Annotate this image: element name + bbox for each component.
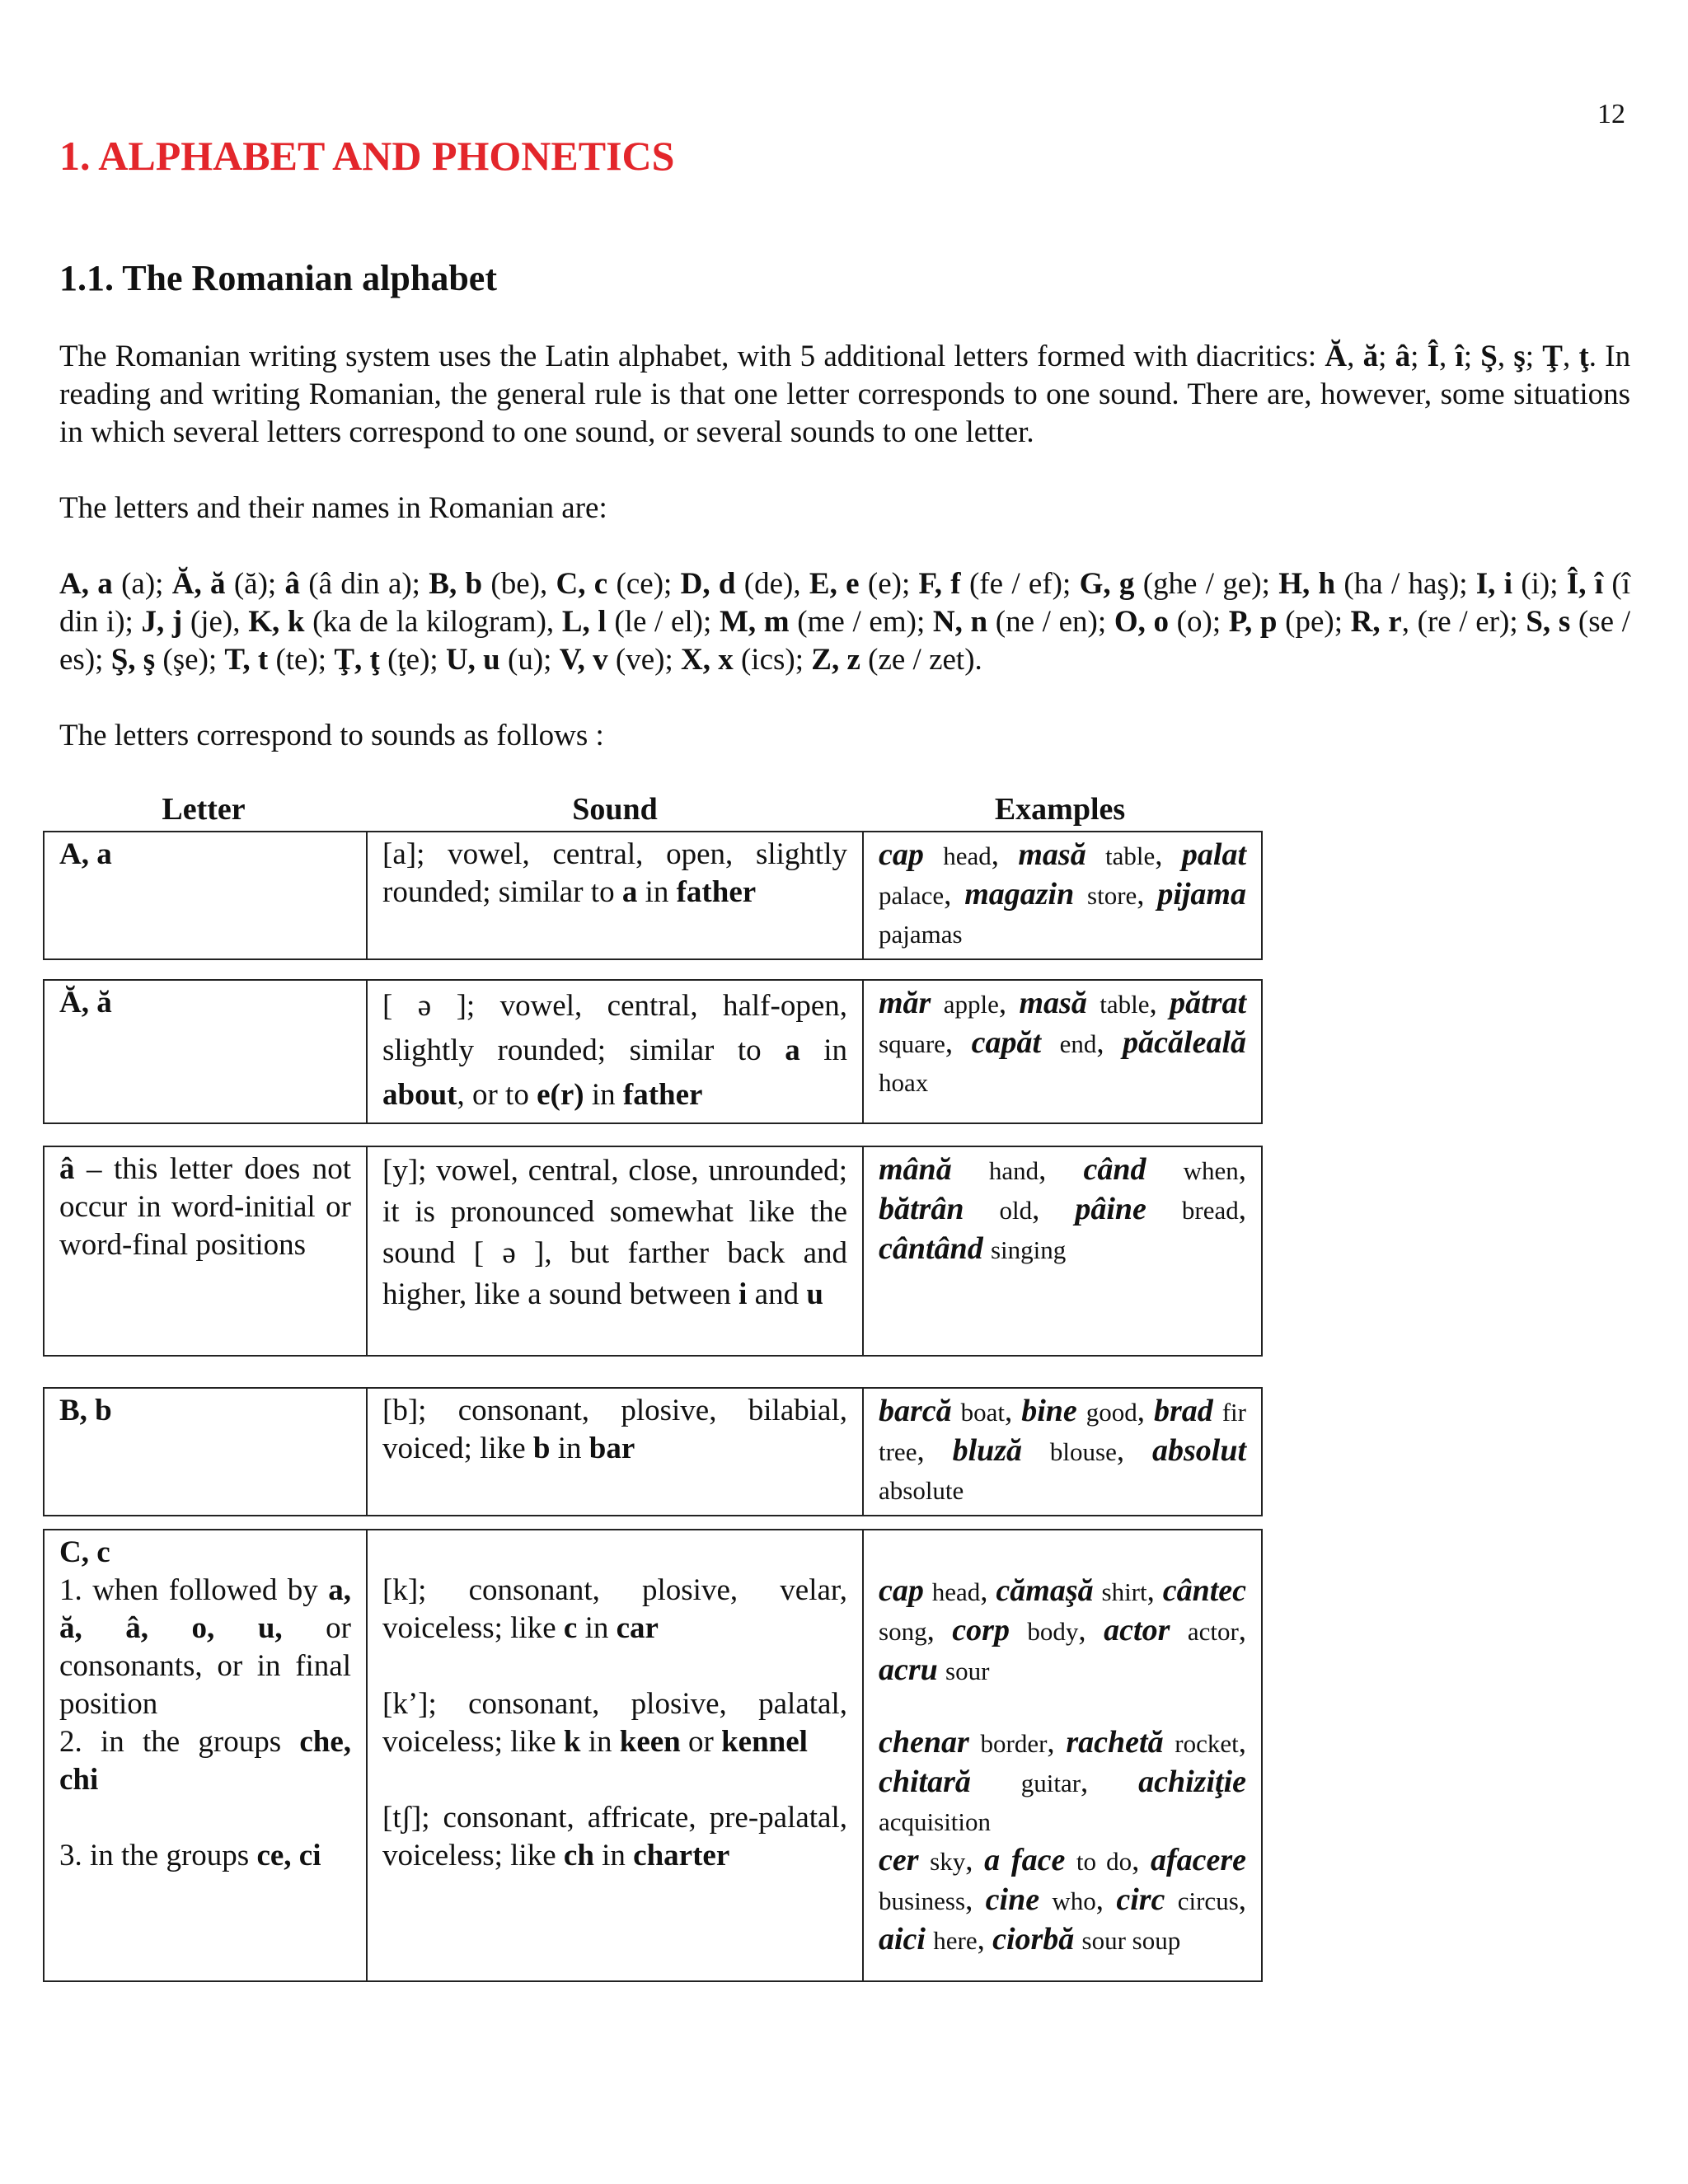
column-header-sound: Sound — [572, 792, 658, 827]
letter-list-name: (pe); — [1277, 605, 1351, 639]
letter-list-letter: A, a — [59, 567, 113, 601]
example-gloss: hoax — [879, 1068, 929, 1097]
letter-list-name: (ka de la kilogram), — [304, 605, 562, 639]
example-word: mână — [879, 1152, 952, 1187]
c-sound-2: [k’]; consonant, plosive, palatal, voiceless; like k in keen or kennel — [382, 1687, 847, 1759]
example-gloss: bread — [1181, 1196, 1239, 1225]
letter-list-letter: L, l — [561, 605, 607, 639]
section-title: 1.1. The Romanian alphabet — [59, 258, 497, 298]
letter-cell: A, a — [44, 832, 367, 959]
letter-list-letter: V, v — [559, 643, 608, 677]
sound-cell: [ ə ]; vowel, central, half-open, slightly rounded; similar to a in about, or to e(r) in father — [367, 980, 863, 1123]
example-gloss: when — [1183, 1156, 1239, 1185]
example-word: palat — [1181, 837, 1247, 872]
example-gloss: pajamas — [879, 920, 963, 949]
row-a-circumflex — [43, 1146, 1263, 1357]
letter-list-letter: Î, î — [1566, 567, 1604, 601]
c-sound-3: [tʃ]; consonant, affricate, pre-palatal, voiceless; like ch in charter — [382, 1801, 847, 1872]
row-a — [43, 831, 1263, 960]
letter-name-list — [59, 565, 1630, 679]
example-word: barcă — [879, 1394, 952, 1428]
row-a-breve — [43, 979, 1263, 1124]
letter-cell: Ă, ă — [44, 980, 367, 1123]
sound-cell — [367, 1530, 863, 1981]
example-gloss: circus — [1177, 1886, 1239, 1915]
letter-list-letter: â — [284, 567, 300, 601]
letter-list-letter: G, g — [1079, 567, 1135, 601]
example-word: pătrat — [1170, 986, 1247, 1020]
letter-list-letter: Ă, ă — [171, 567, 226, 601]
letter-list-letter: B, b — [429, 567, 483, 601]
example-word: masă — [1019, 986, 1087, 1020]
example-word: cine — [985, 1882, 1040, 1917]
example-gloss: head — [931, 1577, 981, 1606]
example-word: afacere — [1151, 1843, 1247, 1877]
example-gloss: song — [879, 1617, 927, 1646]
example-word: pijama — [1157, 877, 1246, 912]
letter-cell: B, b — [44, 1388, 367, 1516]
example-word: păcăleală — [1123, 1025, 1247, 1060]
example-word: bine — [1021, 1394, 1077, 1428]
c-sound-1: [k]; consonant, plosive, velar, voiceless; like c in car — [382, 1573, 847, 1645]
example-gloss: boat — [960, 1398, 1005, 1427]
letter-list-name: (u); — [499, 643, 560, 677]
example-word: circ — [1116, 1882, 1165, 1917]
example-gloss: who — [1052, 1886, 1096, 1915]
example-word: cer — [879, 1843, 919, 1877]
letter-list-letter: E, e — [809, 567, 860, 601]
example-gloss: table — [1100, 990, 1150, 1019]
example-gloss: shirt — [1101, 1577, 1147, 1606]
letter-list-letter: S, s — [1526, 605, 1571, 639]
letter-list-name: (e); — [859, 567, 919, 601]
example-gloss: border — [980, 1729, 1048, 1758]
example-word: cap — [879, 1573, 924, 1608]
row-b — [43, 1387, 1263, 1516]
row-c — [43, 1529, 1263, 1982]
example-gloss: blouse — [1049, 1437, 1117, 1466]
letter-list-name: (ce); — [607, 567, 681, 601]
letter-list-name: (i); — [1512, 567, 1567, 601]
column-header-examples: Examples — [994, 792, 1126, 827]
example-gloss: guitar — [1020, 1769, 1081, 1797]
example-word: când — [1083, 1152, 1146, 1187]
chapter-title: 1. ALPHABET AND PHONETICS — [59, 133, 675, 179]
c-examples-1: cap head, cămaşă shirt, cântec song, corp body, actor actor, acru sour — [879, 1573, 1247, 1687]
letter-list-letter: D, d — [680, 567, 736, 601]
letter-list-letter: P, p — [1228, 605, 1278, 639]
letter-list-name: (ze / zet). — [860, 643, 982, 677]
letter-list-letter: J, j — [141, 605, 183, 639]
example-gloss: palace — [879, 881, 945, 910]
letter-list-name: (de), — [735, 567, 809, 601]
examples-cell — [863, 1530, 1262, 1981]
example-gloss: old — [999, 1196, 1033, 1225]
example-gloss: body — [1027, 1617, 1079, 1646]
example-word: absolut — [1151, 1433, 1247, 1468]
example-word: capăt — [971, 1025, 1042, 1060]
sound-cell: [b]; consonant, plosive, bilabial, voiced; like b in bar — [367, 1388, 863, 1516]
letter-list-name: (ne / en); — [987, 605, 1114, 639]
letter-list-name: (â din a); — [300, 567, 429, 601]
example-word: măr — [879, 986, 931, 1020]
example-gloss: to do — [1076, 1847, 1132, 1876]
letter-list-letter: Ţ, ţ — [334, 643, 380, 677]
letter-list-letter: R, r — [1350, 605, 1402, 639]
letter-list-letter: C, c — [556, 567, 608, 601]
example-gloss: sky — [930, 1847, 966, 1876]
letter-list-name: (ve); — [607, 643, 681, 677]
example-gloss: table — [1105, 841, 1156, 870]
letter-list-letter: X, x — [681, 643, 734, 677]
example-word: cântec — [1162, 1573, 1247, 1608]
c-case-2: 2. in the groups che, chi — [59, 1725, 351, 1797]
example-gloss: store — [1087, 881, 1137, 910]
letter-list-name: (se / es); — [59, 605, 1630, 677]
letter-list-letter: O, o — [1114, 605, 1170, 639]
letter-list-letter: H, h — [1278, 567, 1336, 601]
example-gloss: hand — [988, 1156, 1039, 1185]
example-gloss: absolute — [879, 1476, 964, 1505]
example-word: a face — [984, 1843, 1066, 1877]
example-gloss: here — [933, 1926, 978, 1955]
letter-list-name: (ţe); — [379, 643, 446, 677]
examples-cell: barcă boat, bine good, brad fir tree, bluză blouse, absolut absolute — [863, 1388, 1262, 1516]
example-gloss: head — [943, 841, 992, 870]
example-gloss: business — [879, 1886, 966, 1915]
letter-list-letter: M, m — [719, 605, 790, 639]
example-word: masă — [1018, 837, 1086, 872]
letter-list-letter: K, k — [248, 605, 305, 639]
letter-list-letter: T, t — [224, 643, 269, 677]
example-word: cap — [879, 837, 924, 872]
example-gloss: acquisition — [879, 1807, 992, 1836]
example-gloss: singing — [990, 1235, 1067, 1264]
example-word: magazin — [964, 877, 1075, 912]
example-gloss: apple — [943, 990, 999, 1019]
example-gloss: good — [1085, 1398, 1137, 1427]
letter-list-name: (î din i); — [59, 567, 1630, 639]
example-word: cămaşă — [996, 1573, 1094, 1608]
example-word: achiziţie — [1138, 1765, 1247, 1799]
example-word: cântând — [879, 1231, 983, 1266]
examples-cell: măr apple, masă table, pătrat square, capăt end, păcăleală hoax — [863, 980, 1262, 1123]
letter-list-letter: Z, z — [811, 643, 860, 677]
example-gloss: actor — [1187, 1617, 1239, 1646]
example-word: actor — [1104, 1613, 1170, 1647]
sound-cell: [a]; vowel, central, open, slightly rounded; similar to a in father — [367, 832, 863, 959]
letter-list-name: (je), — [182, 605, 249, 639]
sound-cell: [y]; vowel, central, close, unrounded; it is pronounced somewhat like the sound [ ə ], but farther back and higher, like a sound between i and u — [367, 1146, 863, 1356]
letter-list-letter: I, i — [1475, 567, 1513, 601]
letter-list-name: (a); — [112, 567, 172, 601]
letter-list-letter: Ş, ş — [110, 643, 156, 677]
examples-cell: mână hand, când when, bătrân old, pâine bread, cântând singing — [863, 1146, 1262, 1356]
letter-list-name: (me / em); — [789, 605, 933, 639]
intro-paragraph: The Romanian writing system uses the Latin alphabet, with 5 additional letters formed with diacritics: Ă, ă; â; Î, î; Ş, ş; Ţ, ţ. In reading and writing Romanian, the general rule is that one letter corresponds to one sound. There are, however, some situations in which several letters correspond to one sound, or several sounds to one letter. — [59, 340, 1631, 449]
letter-list-name: (ă); — [225, 567, 285, 601]
example-word: bluză — [952, 1433, 1023, 1468]
examples-cell: cap head, masă table, palat palace, magazin store, pijama pajamas — [863, 832, 1262, 959]
letter-list-name: (o); — [1169, 605, 1229, 639]
example-gloss: sour soup — [1081, 1926, 1181, 1955]
example-word: chitară — [879, 1765, 971, 1799]
letter-cell: C, c 1. when followed by a, ă, â, o, u, or consonants, or in final position 2. in the groups che, chi 3. in the groups ce, ci — [44, 1530, 367, 1981]
example-gloss: square — [879, 1029, 945, 1058]
letters-intro: The letters and their names in Romanian are: — [59, 491, 607, 525]
letter-list-name: , (re / er); — [1401, 605, 1526, 639]
letter-list-name: (le / el); — [606, 605, 720, 639]
c-examples-2: chenar border, rachetă rocket, chitară guitar, achiziţie acquisition — [879, 1725, 1247, 1836]
letter-list-name: (ics); — [733, 643, 812, 677]
example-word: chenar — [879, 1725, 969, 1760]
letter-list-name: (be), — [482, 567, 556, 601]
letter-list-letter: U, u — [445, 643, 500, 677]
letter-list-name: (ha / haş); — [1335, 567, 1476, 601]
sounds-intro: The letters correspond to sounds as follows : — [59, 719, 604, 752]
example-word: brad — [1153, 1394, 1213, 1428]
page-number: 12 — [1597, 99, 1625, 129]
letter-cell: â – this letter does not occur in word-initial or word-final positions — [44, 1146, 367, 1356]
letter-list-name: (şe); — [155, 643, 225, 677]
example-gloss: end — [1059, 1029, 1097, 1058]
letter-list-letter: N, n — [932, 605, 988, 639]
example-word: bătrân — [879, 1192, 964, 1226]
example-gloss: rocket — [1175, 1729, 1239, 1758]
example-gloss: fir tree — [879, 1398, 1246, 1466]
example-word: corp — [952, 1613, 1010, 1647]
letter-list-name: (ghe / ge); — [1134, 567, 1279, 601]
example-word: acru — [879, 1652, 938, 1687]
c-examples-3: cer sky, a face to do, afacere business, cine who, circ circus, aici here, ciorbă sour soup — [879, 1843, 1247, 1957]
letter-list-name: (fe / ef); — [960, 567, 1080, 601]
example-gloss: sour — [945, 1657, 990, 1685]
example-word: ciorbă — [992, 1922, 1075, 1957]
example-word: rachetă — [1066, 1725, 1164, 1760]
example-word: pâine — [1075, 1192, 1146, 1226]
letter-list-name: (te); — [268, 643, 335, 677]
example-word: aici — [879, 1922, 926, 1957]
letter-list-letter: F, f — [918, 567, 961, 601]
c-case-1: 1. when followed by a, ă, â, o, u, or consonants, or in final position — [59, 1573, 352, 1721]
column-header-letter: Letter — [162, 792, 246, 827]
c-case-3: 3. in the groups ce, ci — [59, 1839, 321, 1872]
